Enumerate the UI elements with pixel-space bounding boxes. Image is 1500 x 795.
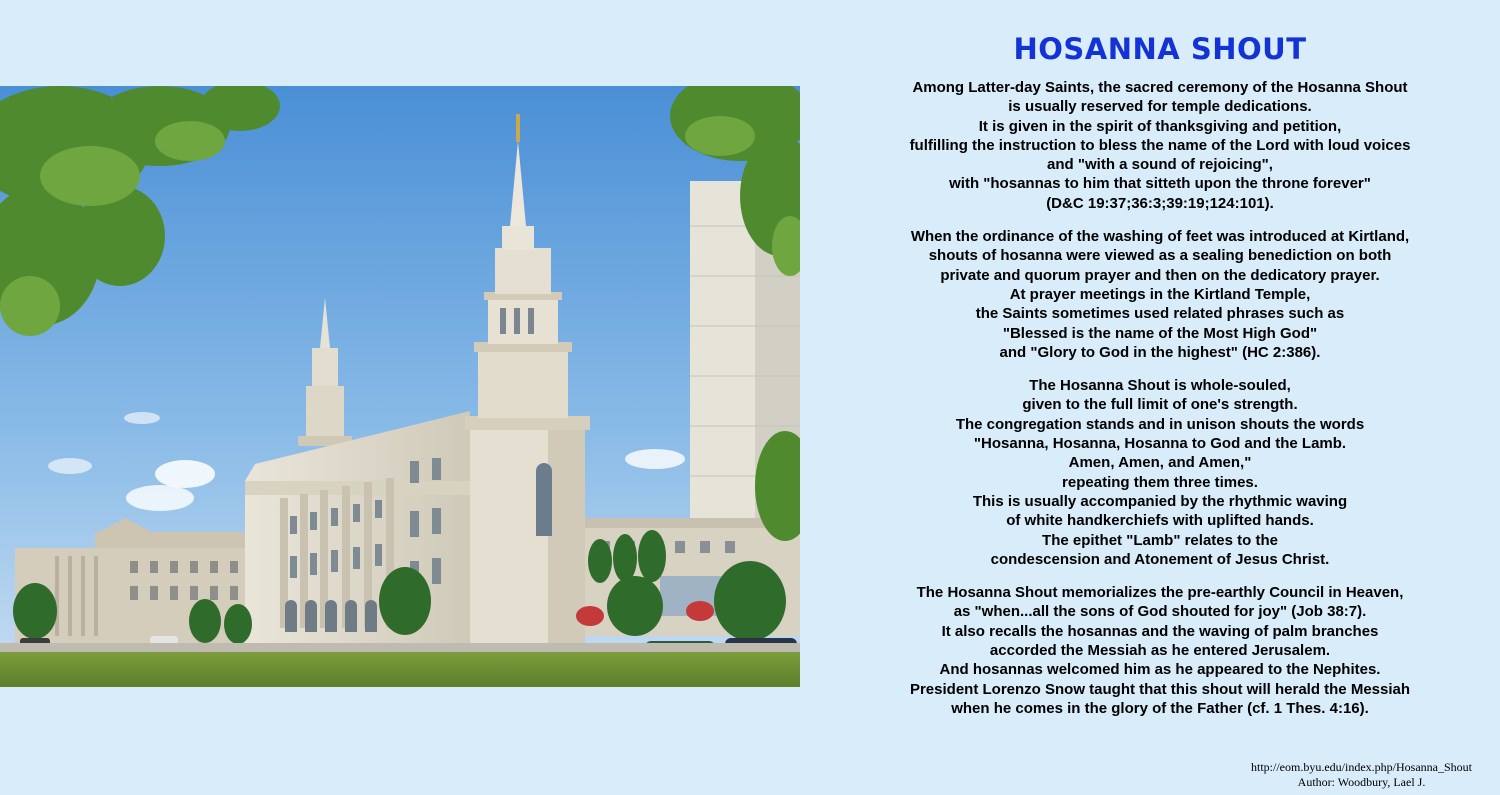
text-line: (D&C 19:37;36:3;39:19;124:101). [1046,194,1274,212]
text-line: President Lorenzo Snow taught that this shout will herald the Messiah [909,680,1411,698]
text-line: is usually reserved for temple dedications. [1008,98,1312,116]
paragraph-2 [860,227,1460,362]
text-line: the Saints sometimes used related phrases such as [975,305,1345,323]
text-line: At prayer meetings in the Kirtland Temple, [1009,285,1311,303]
text-line: And hosannas welcomed him as he appeared to the Nephites. [939,661,1381,679]
text-line: private and quorum prayer and then on the dedicatory prayer. [940,266,1380,284]
paragraph-4 [860,583,1460,718]
text-line: "Hosanna, Hosanna, Hosanna to God and the Lamb. [973,435,1347,453]
paragraph-1 [860,78,1460,213]
article-title: HOSANNA SHOUT [1013,32,1307,66]
text-line: This is usually accompanied by the rhythmic waving [972,492,1348,510]
text-line: Among Latter-day Saints, the sacred ceremony of the Hosanna Shout [912,79,1408,96]
text-line: condescension and Atonement of Jesus Christ. [990,550,1330,568]
text-line: fulfilling the instruction to bless the name of the Lord with loud voices [909,136,1411,154]
text-line: of white handkerchiefs with uplifted hands. [1006,512,1314,530]
text-line: The Hosanna Shout is whole-souled, [1029,377,1291,395]
text-line: The Hosanna Shout memorializes the pre-earthly Council in Heaven, [916,584,1404,602]
paragraph-3 [860,376,1460,569]
text-line: with "hosannas to him that sitteth upon the throne forever" [949,175,1371,193]
text-line: shouts of hosanna were viewed as a sealing benediction on both [928,247,1392,265]
text-line: The epithet "Lamb" relates to the [1042,531,1278,549]
text-line: The congregation stands and in unison shouts the words [955,415,1365,433]
source-url: http://eom.byu.edu/index.php/Hosanna_Shout [1251,760,1472,774]
text-line: It is given in the spirit of thanksgiving and petition, [978,117,1342,135]
text-line: accorded the Messiah as he entered Jerusalem. [989,642,1331,660]
temple-illustration [0,86,800,687]
text-line: given to the full limit of one's strength. [1022,396,1298,414]
article [860,30,1460,718]
text-line: repeating them three times. [1062,473,1258,491]
text-line: When the ordinance of the washing of feet was introduced at Kirtland, [910,228,1410,246]
text-line: as "when...all the sons of God shouted for joy" (Job 38:7). [953,603,1367,621]
text-line: It also recalls the hosannas and the waving of palm branches [941,622,1379,640]
source-credit [1251,760,1472,790]
text-line: and "Glory to God in the highest" (HC 2:386). [999,343,1321,361]
text-line: and "with a sound of rejoicing", [1047,156,1273,174]
text-line: "Blessed is the name of the Most High God" [1002,324,1318,342]
temple-photo [0,86,800,687]
text-line: when he comes in the glory of the Father (cf. 1 Thes. 4:16). [951,699,1369,717]
text-line: Amen, Amen, and Amen," [1068,454,1252,472]
source-author: Author: Woodbury, Lael J. [1297,775,1426,789]
